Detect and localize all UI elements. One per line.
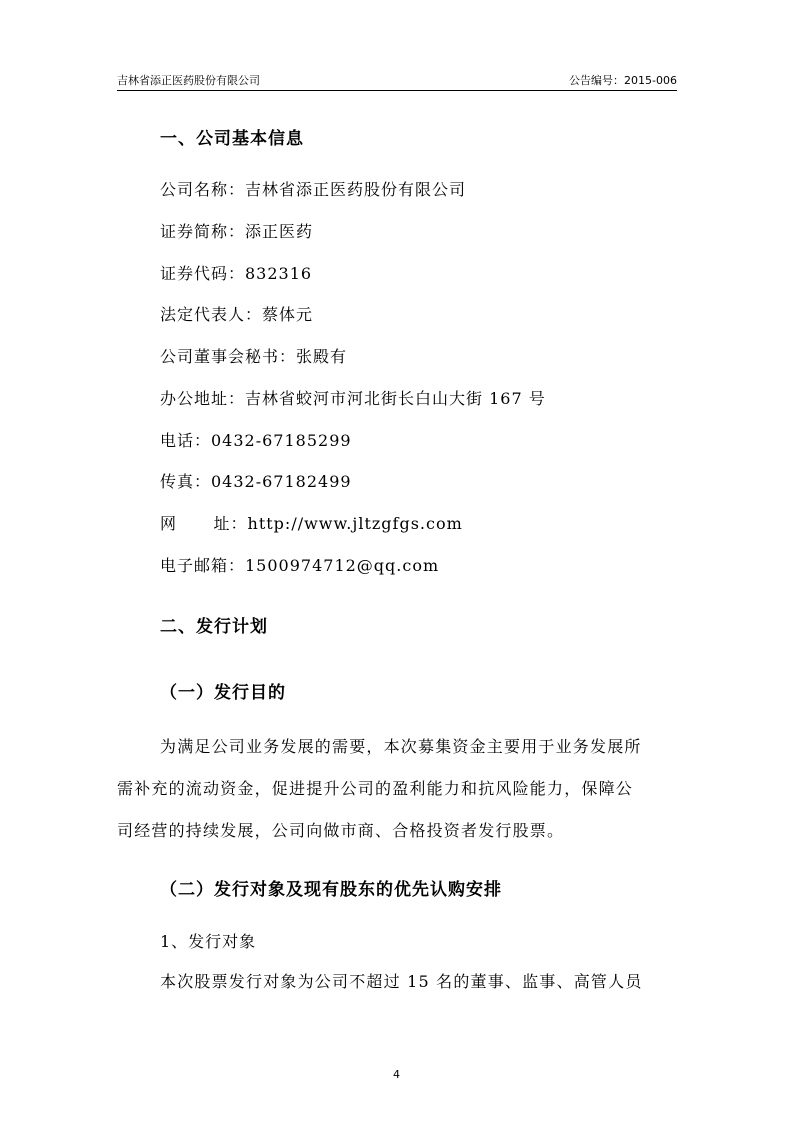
page-header — [117, 72, 677, 91]
subsection-title-purpose: （一）发行目的 — [160, 683, 286, 703]
section-title-basic-info: 一、公司基本信息 — [160, 129, 304, 149]
info-security-abbr: 证券简称：添正医药 — [160, 222, 314, 241]
info-fax: 传真：0432-67182499 — [160, 472, 352, 491]
issuance-targets-line-1: 本次股票发行对象为公司不超过 15 名的董事、监事、高管人员 — [160, 972, 643, 991]
info-website: 网 址：http://www.jltzgfgs.com — [160, 514, 463, 533]
purpose-line-3: 司经营的持续发展，公司向做市商、合格投资者发行股票。 — [117, 821, 565, 840]
purpose-line-1: 为满足公司业务发展的需要，本次募集资金主要用于业务发展所 — [160, 737, 642, 756]
item-issuance-targets-title: 1、发行对象 — [160, 932, 257, 951]
info-company-name: 公司名称：吉林省添正医药股份有限公司 — [160, 180, 467, 199]
info-board-secretary: 公司董事会秘书：张殿有 — [160, 347, 348, 366]
section-title-issuance-plan: 二、发行计划 — [160, 617, 268, 637]
header-company-name: 吉林省添正医药股份有限公司 — [117, 74, 260, 87]
purpose-line-2: 需补充的流动资金，促进提升公司的盈利能力和抗风险能力，保障公 — [117, 779, 634, 798]
subsection-title-issuance-targets: （二）发行对象及现有股东的优先认购安排 — [160, 880, 502, 900]
info-legal-representative: 法定代表人：蔡体元 — [160, 305, 314, 324]
info-security-code: 证券代码：832316 — [160, 264, 313, 283]
page-number: 4 — [393, 1068, 400, 1081]
info-email: 电子邮箱：1500974712@qq.com — [160, 556, 440, 575]
info-office-address: 办公地址：吉林省蛟河市河北街长白山大街 167 号 — [160, 389, 546, 408]
info-phone: 电话：0432-67185299 — [160, 431, 352, 450]
header-notice-number: 公告编号：2015-006 — [569, 74, 677, 87]
